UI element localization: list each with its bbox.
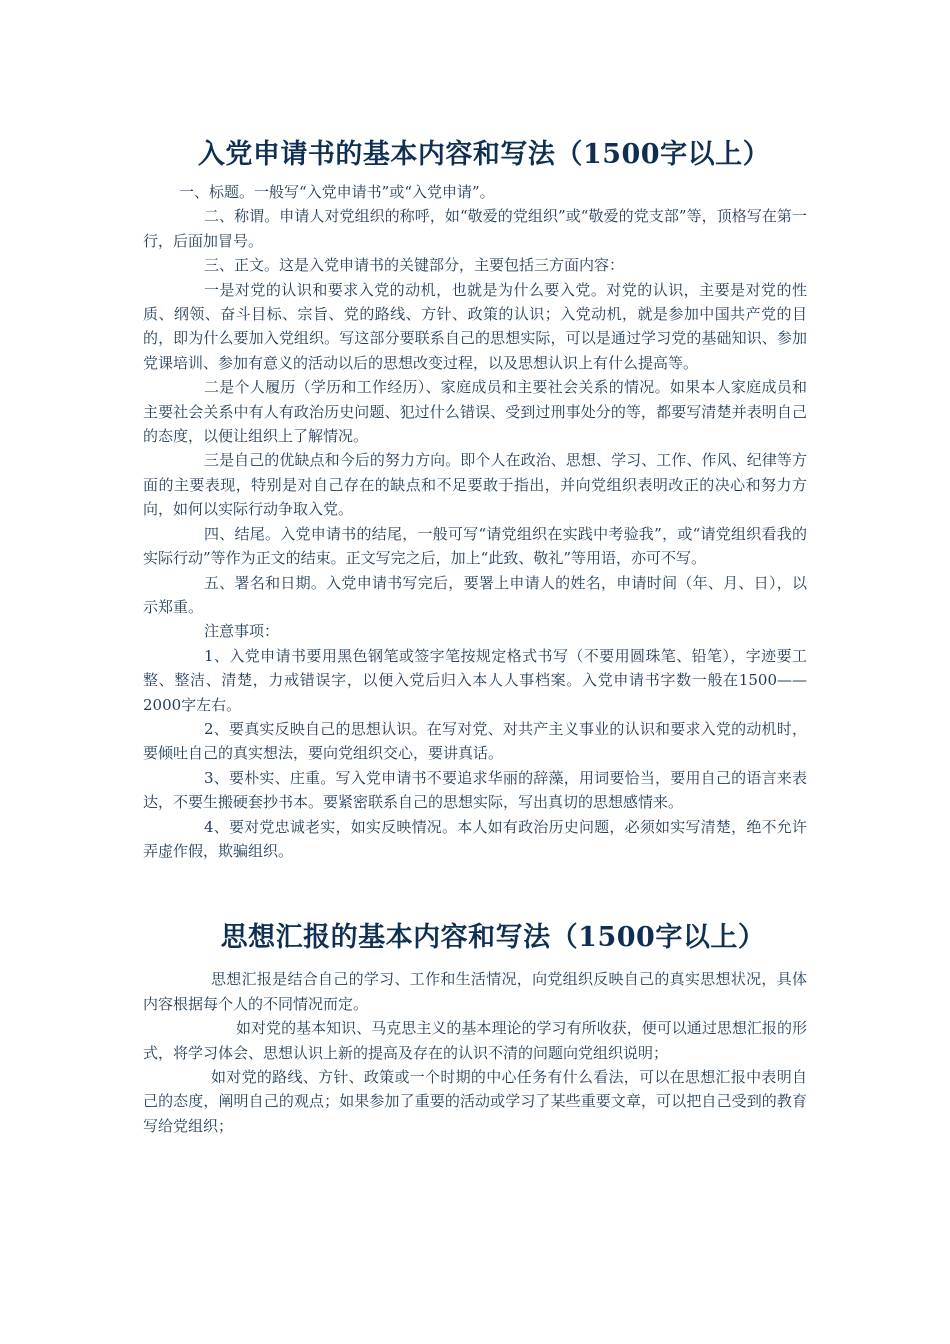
paragraph: 四、结尾。入党申请书的结尾，一般可写“请党组织在实践中考验我”，或“请党组织看我的实际行动”等作为正文的结束。正文写完之后，加上“此致、敬礼”等用语，亦可不写。 bbox=[143, 524, 807, 568]
note-item: 1、入党申请书要用黑色钢笔或签字笔按规定格式书写（不要用圆珠笔、铅笔），字迹要工整、整洁、清楚，力戒错误字，以便入党后归入本人人事档案。入党申请书字数一般在1500——2000字左右。 bbox=[143, 646, 807, 714]
paragraph: 一是对党的认识和要求入党的动机，也就是为什么要入党。对党的认识，主要是对党的性质、纲领、奋斗目标、宗旨、党的路线、方针、政策的认识；入党动机，就是参加中国共产党的目的，即为什么要加入党组织。写这部分要联系自己的思想实际，可以是通过学习党的基础知识、参加党课培训、参加有意义的活动以后的思想改变过程，以及思想认识上有什么提高等。 bbox=[143, 280, 807, 372]
paragraph: 五、署名和日期。入党申请书写完后，要署上申请人的姓名，申请时间（年、月、日），以示郑重。 bbox=[143, 573, 807, 616]
section-report-body bbox=[143, 967, 807, 1138]
note-item: 2、要真实反映自己的思想认识。在写对党、对共产主义事业的认识和要求入党的动机时，要倾吐自己的真实想法，要向党组织交心，要讲真话。 bbox=[143, 719, 807, 763]
paragraph: 二是个人履历（学历和工作经历）、家庭成员和主要社会关系的情况。如果本人家庭成员和主要社会关系中有人有政治历史问题、犯过什么错误、受到过刑事处分的等，都要写清楚并表明自己的态度，以便让组织上了解情况。 bbox=[143, 378, 807, 446]
paragraph: 二、称谓。申请人对党组织的称呼，如“敬爱的党组织”或“敬爱的党支部”等，顶格写在第一行，后面加冒号。 bbox=[143, 207, 807, 250]
note-item: 4、要对党忠诚老实，如实反映情况。本人如有政治历史问题，必须如实写清楚，绝不允许弄虚作假，欺骗组织。 bbox=[143, 817, 807, 860]
paragraph: 一、标题。一般写“入党申请书”或“入党申请”。 bbox=[179, 183, 495, 201]
section-title-application: 入党申请书的基本内容和写法（1500字以上） bbox=[197, 139, 771, 170]
section-application-body bbox=[143, 180, 807, 863]
note-item: 3、要朴实、庄重。写入党申请书不要追求华丽的辞藻，用词要恰当，要用自己的语言来表达，不要生搬硬套抄书本。要紧密联系自己的思想实际，写出真切的思想感情来。 bbox=[143, 768, 807, 812]
paragraph: 思想汇报是结合自己的学习、工作和生活情况，向党组织反映自己的真实思想状况，具体内容根据每个人的不同情况而定。 bbox=[143, 970, 807, 1013]
paragraph: 三、正文。这是入党申请书的关键部分，主要包括三方面内容： bbox=[204, 256, 625, 275]
document-body bbox=[143, 124, 807, 1138]
paragraph: 如对党的基本知识、马克思主义的基本理论的学习有所收获，便可以通过思想汇报的形式，将学习体会、思想认识上新的提高及存在的认识不清的问题向党组织说明； bbox=[143, 1019, 807, 1062]
paragraph: 如对党的路线、方针、政策或一个时期的中心任务有什么看法，可以在思想汇报中表明自己的态度，阐明自己的观点；如果参加了重要的活动或学习了某些重要文章，可以把自己受到的教育写给党组织； bbox=[143, 1068, 807, 1135]
section-title-report: 思想汇报的基本内容和写法（1500字以上） bbox=[220, 922, 766, 954]
notes-heading: 注意事项： bbox=[204, 622, 280, 641]
paragraph: 三是自己的优缺点和今后的努力方向。即个人在政治、思想、学习、工作、作风、纪律等方面的主要表现，特别是对自己存在的缺点和不足要敢于指出，并向党组织表明改正的决心和努力方向，如何以实际行动争取入党。 bbox=[143, 451, 807, 519]
